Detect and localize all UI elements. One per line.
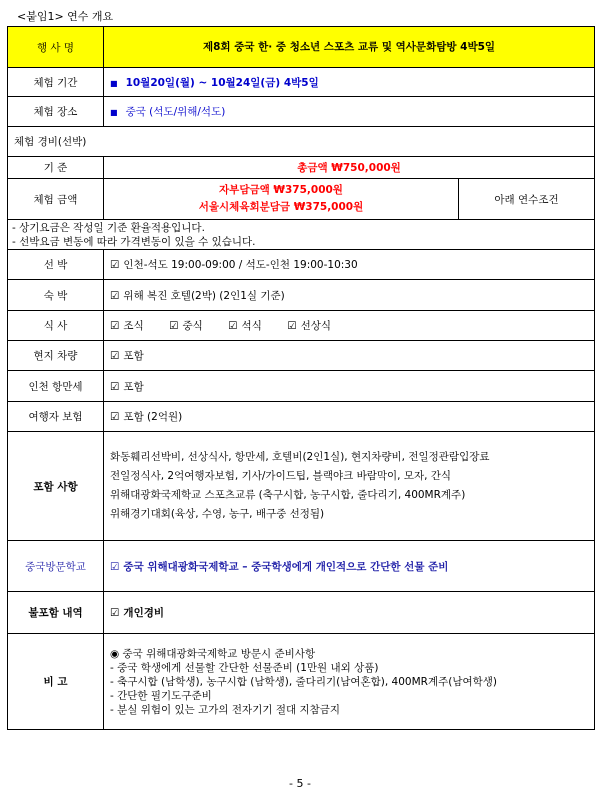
checkbox-icon: ☑	[110, 380, 120, 393]
basis-label: 기 준	[8, 157, 104, 179]
place-row	[8, 97, 595, 127]
period-row	[8, 68, 595, 97]
excluded-value: 개인경비	[123, 607, 164, 619]
notes-cell	[8, 220, 595, 250]
checkbox-icon: ☑	[228, 320, 238, 332]
checkbox-icon: ☑	[110, 411, 120, 423]
checkbox-icon: ☑	[110, 350, 120, 362]
checkbox-icon: ☑	[169, 320, 179, 332]
bullet-icon: ■	[110, 108, 118, 117]
excluded-row	[8, 592, 595, 634]
remarks-line: - 간단한 필기도구준비	[110, 689, 212, 702]
insurance-row	[8, 402, 595, 432]
vehicle-cell	[104, 341, 595, 371]
place-cell	[104, 97, 595, 127]
meal-item-dinner: ☑ 석식	[228, 320, 262, 332]
remarks-line: - 중국 학생에게 선물할 간단한 선물준비 (1만원 내외 상품)	[110, 661, 379, 674]
place-value: 중국 (석도/위해/석도)	[125, 106, 226, 118]
checkbox-icon: ☑	[110, 607, 120, 619]
remarks-cell	[104, 634, 595, 730]
port-tax-row	[8, 371, 595, 402]
remarks-label: 비 고	[8, 634, 104, 730]
lodging-label: 숙 박	[8, 280, 104, 311]
vehicle-row	[8, 341, 595, 371]
school-value: 중국 위해대광화국제학교 – 중국학생에게 개인적으로 간단한 선물 준비	[123, 560, 449, 573]
ship-value: 인천-석도 19:00-09:00 / 석도-인천 19:00-10:30	[123, 259, 358, 271]
ship-row	[8, 250, 595, 280]
cost-section-row	[8, 127, 595, 157]
checkbox-icon: ☑	[110, 320, 120, 332]
included-line: 위해대광화국제학교 스포츠교류 (축구시합, 농구시합, 줄다리기, 400MR계주)	[110, 489, 466, 501]
period-label: 체험 기간	[8, 68, 104, 97]
checkbox-icon: ☑	[287, 320, 297, 332]
school-label: 중국방문학교	[8, 541, 104, 592]
meal-item-lunch: ☑ 중식	[169, 320, 203, 332]
header-row	[8, 27, 595, 68]
school-row	[8, 541, 595, 592]
insurance-cell	[104, 402, 595, 432]
remarks-heading: ◉ 중국 위해대광화국제학교 방문시 준비사항	[110, 647, 316, 660]
lodging-value: 위해 복진 호텔(2박) (2인1실 기준)	[123, 289, 285, 302]
amount-split	[104, 179, 459, 220]
included-line: 위해경기대회(육상, 수영, 농구, 배구중 선정됨)	[110, 508, 325, 520]
cost-section-title: 체험 경비(선박)	[8, 127, 595, 157]
insurance-label: 여행자 보험	[8, 402, 104, 432]
bullet-icon: ■	[110, 78, 118, 88]
note-line: - 선박요금 변동에 따라 가격변동이 있을 수 있습니다.	[12, 235, 256, 248]
notes-row	[8, 220, 595, 250]
self-pay-amount: 자부담금액 ₩375,000원	[219, 184, 343, 196]
amount-condition: 아래 연수조건	[459, 179, 595, 220]
remarks-line: - 축구시합 (남학생), 농구시합 (남학생), 줄다리기(남여혼합), 400MR계주(남여학생)	[110, 675, 497, 688]
meal-item-breakfast: ☑ 조식	[110, 320, 144, 332]
included-cell	[104, 432, 595, 541]
excluded-cell	[104, 592, 595, 634]
vehicle-label: 현지 차량	[8, 341, 104, 371]
included-line: 화동훼리선박비, 선상식사, 항만세, 호텔비(2인1실), 현지차량비, 전일정관람입장료	[110, 451, 490, 463]
period-cell	[104, 68, 595, 97]
basis-row	[8, 157, 595, 179]
amount-label: 체험 금액	[8, 179, 104, 220]
period-value: 10월20일(월) ~ 10월24일(금) 4박5일	[125, 76, 319, 89]
port-tax-label: 인천 항만세	[8, 371, 104, 402]
included-row	[8, 432, 595, 541]
meals-label: 식 사	[8, 311, 104, 341]
note-line: - 상기요금은 작성일 기준 환율적용입니다.	[12, 221, 205, 234]
ship-cell	[104, 250, 595, 280]
meals-cell	[104, 311, 595, 341]
excluded-label: 불포함 내역	[8, 592, 104, 634]
insurance-value: 포함 (2억원)	[123, 411, 183, 423]
meals-row	[8, 311, 595, 341]
lodging-row	[8, 280, 595, 311]
document-title: <붙임1> 연수 개요	[17, 10, 114, 23]
ship-label: 선 박	[8, 250, 104, 280]
remarks-row	[8, 634, 595, 730]
page-number: - 5 -	[289, 777, 311, 790]
city-pay-amount: 서울시체육회분담금 ₩375,000원	[198, 201, 364, 213]
checkbox-icon: ☑	[110, 259, 120, 271]
vehicle-value: 포함	[123, 350, 144, 362]
school-cell	[104, 541, 595, 592]
total-amount: 총금액 ₩750,000원	[104, 157, 595, 179]
port-tax-cell	[104, 371, 595, 402]
remarks-line: - 분실 위험이 있는 고가의 전자기기 절대 지참금지	[110, 703, 341, 716]
amount-row	[8, 179, 595, 220]
event-name-label: 행 사 명	[8, 27, 104, 68]
lodging-cell	[104, 280, 595, 311]
port-tax-value: 포함	[123, 380, 144, 393]
included-label: 포함 사항	[8, 432, 104, 541]
checkbox-icon: ☑	[110, 560, 120, 573]
meal-item-onboard: ☑ 선상식	[287, 320, 332, 332]
place-label: 체험 장소	[8, 97, 104, 127]
event-name: 제8회 중국 한· 중 청소년 스포츠 교류 및 역사문화탐방 4박5일	[104, 27, 595, 68]
included-line: 전일정식사, 2억여행자보험, 기사/가이드팁, 블랙야크 바람막이, 모자, 간식	[110, 470, 452, 482]
checkbox-icon: ☑	[110, 289, 120, 302]
program-overview-table	[7, 26, 595, 730]
